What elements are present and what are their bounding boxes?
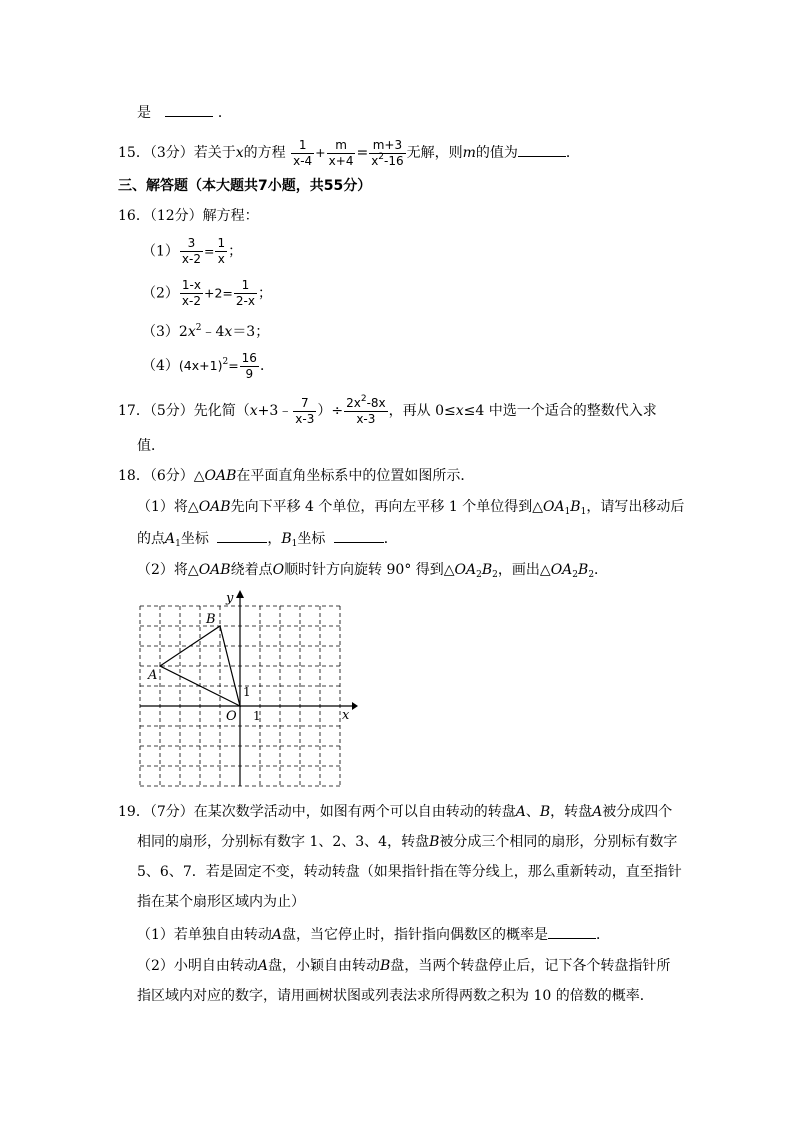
q18-p1-b2: B xyxy=(570,499,581,515)
answer-blank[interactable] xyxy=(548,924,596,939)
q18-p1-sub2: 1 xyxy=(580,507,587,517)
q18-p1-oab: OAB xyxy=(198,499,231,515)
q16-p3-a: 2 xyxy=(178,324,188,340)
q19-part-2 xyxy=(137,956,670,976)
q17-f2-num xyxy=(344,393,388,412)
q15-prefix: 15．（3分）若关于 xyxy=(118,145,236,161)
question-15 xyxy=(118,136,580,170)
q17-close-div: ）÷ xyxy=(317,403,344,419)
question-17 xyxy=(118,394,657,428)
q15-fraction-3 xyxy=(369,138,405,169)
answer-blank[interactable] xyxy=(165,102,213,117)
q15-suffix: 的值为 xyxy=(475,145,518,161)
q18-p2-oa2: OA xyxy=(550,562,573,578)
q19-l1-B: B xyxy=(539,804,551,820)
q17-f1-num: 7 xyxy=(293,396,316,412)
q18-p2-a: （2）将△ xyxy=(137,562,199,578)
q16-p2-frac-2 xyxy=(234,278,257,309)
q15-f3-den-x: x xyxy=(371,153,379,168)
q16-p2-end: ； xyxy=(257,285,272,302)
q17-expr-b: +3﹣ xyxy=(257,403,293,419)
q16-p4-eq: = xyxy=(228,358,239,373)
q16-p2-frac-1 xyxy=(180,278,203,309)
q19-part-2-line-2: 指区域内对应的数字，请用画树状图或列表法求所得两数之积为 10 的倍数的概率． xyxy=(137,988,654,1004)
q15-f3-den-rest: -16 xyxy=(384,153,404,168)
q16-p1-n2: 1 xyxy=(217,236,226,250)
q19-l1-c: 被分成四个 xyxy=(602,804,673,820)
q16-p3-exp: 2 xyxy=(195,323,202,333)
q19-p1-a: （1）若单独自由转动 xyxy=(137,927,272,943)
q17-range: ≤4 中选一个适合的整数代入求 xyxy=(463,403,657,419)
q18-p2-d: ，画出△ xyxy=(497,562,551,578)
q18-part-2 xyxy=(137,560,608,580)
q19-p2-A: A xyxy=(257,958,269,974)
q19-line-2 xyxy=(137,832,677,852)
q17-f2-num-a: 2x xyxy=(346,395,361,410)
q17-f2-num-b: -8x xyxy=(366,395,386,410)
q16-p1-label: （1） xyxy=(142,243,179,260)
q16-p2-n2: 1 xyxy=(234,278,257,294)
q19-p2-a: （2）小明自由转动 xyxy=(137,958,258,974)
q18-p2-end: ． xyxy=(594,562,609,578)
q19-l1-A: A xyxy=(515,804,526,820)
q15-f3-den xyxy=(369,151,405,169)
q16-part-2 xyxy=(142,278,272,309)
q19-p1-A: A xyxy=(271,927,283,943)
q19-line-1 xyxy=(118,802,672,822)
q18-stem-suffix: 在平面直角坐标系中的位置如图所示． xyxy=(236,468,475,484)
q19-l2-B: B xyxy=(429,834,440,850)
q18-p2-oa: OA xyxy=(454,562,477,578)
q19-p2-B: B xyxy=(380,958,391,974)
point-a-label: A xyxy=(148,668,158,683)
q18-p2-oab: OAB xyxy=(198,562,231,578)
q16-p1-frac-2 xyxy=(215,236,227,267)
q16-p1-n1: 3 xyxy=(180,236,203,252)
q19-l2-a: 相同的扇形，分别标有数字 1、2、3、4，转盘 xyxy=(137,834,430,850)
q19-l1-sep: 、 xyxy=(525,804,540,820)
q16-p4-label: （4） xyxy=(142,358,179,374)
q18-part-1 xyxy=(137,497,684,517)
point-b-label: B xyxy=(206,612,216,627)
q19-l1-A2: A xyxy=(592,804,603,820)
q19-line-4: 指在某个扇形区域内为止） xyxy=(137,894,305,910)
q17-prefix: 17．（5分）先化简（ xyxy=(118,403,250,419)
answer-blank-a1[interactable] xyxy=(217,528,267,543)
q18-p1-l2-b: 坐标 xyxy=(180,531,209,547)
q18-p2-b2: B xyxy=(481,562,493,578)
q16-p4-exp: 2 xyxy=(222,357,229,367)
q16-stem: 16．（12分）解方程： xyxy=(118,208,259,224)
q16-p3-x2: x xyxy=(224,324,233,340)
y-axis-arrow-icon xyxy=(236,590,244,598)
q19-l1-a: 19．（7分）在某次数学活动中，如图有两个可以自由转动的转盘 xyxy=(118,804,516,820)
q19-l1-b: ，转盘 xyxy=(550,804,593,820)
q18-p1-l2-c: 坐标 xyxy=(297,531,326,547)
q14-tail xyxy=(137,102,232,123)
q17-frac-1 xyxy=(293,396,316,427)
q15-f2-num: m xyxy=(327,138,356,154)
q15-m: m xyxy=(462,145,476,161)
q16-p2-n1: 1-x xyxy=(181,278,201,292)
q15-fraction-2 xyxy=(327,138,356,169)
q16-p2-d2: 2-x xyxy=(235,294,255,308)
q18-part-1-line-2 xyxy=(137,528,398,549)
x-axis-label: x xyxy=(342,708,350,723)
q17-f1-den: x-3 xyxy=(295,411,315,426)
q17-x: x xyxy=(249,403,258,419)
q18-p2-b3: B xyxy=(578,562,589,578)
q18-p2-c: 顺时针方向旋转 90° 得到△ xyxy=(284,562,455,578)
q15-f2-den: x+4 xyxy=(328,153,354,168)
q15-mid: 的方程 xyxy=(243,145,286,161)
q17-frac-2 xyxy=(344,393,388,427)
q18-p2-sub2: 2 xyxy=(492,570,498,580)
q14-tail-text: 是 xyxy=(137,105,151,121)
q16-part-3 xyxy=(142,322,269,342)
q16-p3-c: ＝3； xyxy=(232,324,270,340)
q15-after: 无解，则 xyxy=(406,145,463,161)
section-3-title: 三、解答题（本大题共7小题，共55分） xyxy=(118,178,372,194)
q19-l2-b: 被分成三个相同的扇形，分别标有数字 xyxy=(439,834,678,850)
q16-p1-eq: = xyxy=(204,243,215,259)
q16-p4-end: ． xyxy=(259,358,274,374)
q16-p4-base: (4x+1) xyxy=(178,358,223,373)
q16-p1-d1: x-2 xyxy=(181,252,201,266)
answer-blank[interactable] xyxy=(518,142,566,157)
q16-p3-x: x xyxy=(187,324,196,340)
q15-f3-den-exp: 2 xyxy=(378,151,385,162)
q15-eq: = xyxy=(356,145,369,161)
q17-f2-num-exp: 2 xyxy=(360,393,367,404)
q18-p1-c: ，请写出移动后 xyxy=(586,499,685,515)
q16-p4-frac xyxy=(240,351,259,382)
q15-var: x xyxy=(235,145,244,161)
x-axis-arrow-icon xyxy=(352,702,358,710)
q18-oab: OAB xyxy=(204,468,237,484)
q17-x1: x xyxy=(455,403,464,419)
q15-f1-den: x-4 xyxy=(293,153,313,168)
q16-part-4 xyxy=(142,350,274,382)
q18-p1-sub1: 1 xyxy=(564,507,571,517)
q18-p1-B-sub: 1 xyxy=(291,539,298,549)
q18-p2-sub3: 2 xyxy=(572,570,579,580)
q16-p3-label: （3） xyxy=(142,324,179,340)
q16-p1-frac-1 xyxy=(180,236,203,267)
q19-p2-b: 盘，小颖自由转动 xyxy=(268,958,381,974)
q18-p2-O: O xyxy=(272,562,285,578)
x-unit-label: 1 xyxy=(253,709,261,723)
q18-p2-sub1: 2 xyxy=(476,570,482,580)
q18-p1-o: OA xyxy=(542,499,565,515)
q19-line-3: 5、6、7．若是固定不变，转动转盘（如果指针指在等分线上，那么重新转动，直至指针 xyxy=(137,864,682,880)
answer-blank-b1[interactable] xyxy=(334,528,384,543)
q15-f1-num: 1 xyxy=(291,138,314,154)
q15-plus: + xyxy=(315,145,326,160)
q18-p1-B: B xyxy=(281,531,292,547)
q16-p4-n: 16 xyxy=(241,350,257,365)
q18-p1-l2-a: 的点 xyxy=(137,531,165,547)
q14-period: ． xyxy=(217,105,232,121)
q16-part-1 xyxy=(142,236,242,267)
q19-part-1 xyxy=(137,924,610,945)
q17-after: ，再从 0≤ xyxy=(388,403,456,419)
origin-label: O xyxy=(226,709,237,724)
q18-p1-A-sub: 1 xyxy=(175,539,181,549)
q18-p1-sep: ， xyxy=(267,531,282,547)
q16-p2-label: （2） xyxy=(142,285,179,302)
q16-p1-d2: x xyxy=(217,252,225,266)
q15-fraction-1 xyxy=(291,138,314,169)
q16-p4-d: 9 xyxy=(245,366,254,381)
q18-p2-sub4: 2 xyxy=(588,570,595,580)
q18-stem-prefix: 18．（6分）△ xyxy=(118,468,205,484)
coordinate-grid-figure xyxy=(130,588,360,788)
q16-p2-mid: +2= xyxy=(204,285,233,301)
q19-p2-c: 盘，当两个转盘停止后，记下各个转盘指针所 xyxy=(390,958,671,974)
q18-p2-b: 绕着点 xyxy=(230,562,273,578)
q17-f2-den: x-3 xyxy=(356,411,376,426)
q18-p1-b: 先向下平移 4 个单位，再向左平移 1 个单位得到△ xyxy=(230,499,543,515)
q16-p1-end: ； xyxy=(228,243,243,260)
q16-p2-d1: x-2 xyxy=(181,294,201,308)
y-axis-label: y xyxy=(226,591,234,606)
q18-p1-a: （1）将△ xyxy=(137,499,199,515)
q18-stem xyxy=(118,466,474,486)
q15-period: ． xyxy=(565,145,580,161)
q15-f3-num: m+3 xyxy=(369,138,405,154)
q18-p1-A: A xyxy=(165,531,176,547)
q17-line-2: 值． xyxy=(137,438,165,454)
q18-p1-end: ． xyxy=(383,531,398,547)
y-unit-label: 1 xyxy=(243,685,251,699)
q16-p3-b: ﹣4 xyxy=(201,324,225,340)
q19-p1-end: ． xyxy=(596,927,611,943)
q19-p1-b: 盘，当它停止时，指针指向偶数区的概率是 xyxy=(282,927,549,943)
